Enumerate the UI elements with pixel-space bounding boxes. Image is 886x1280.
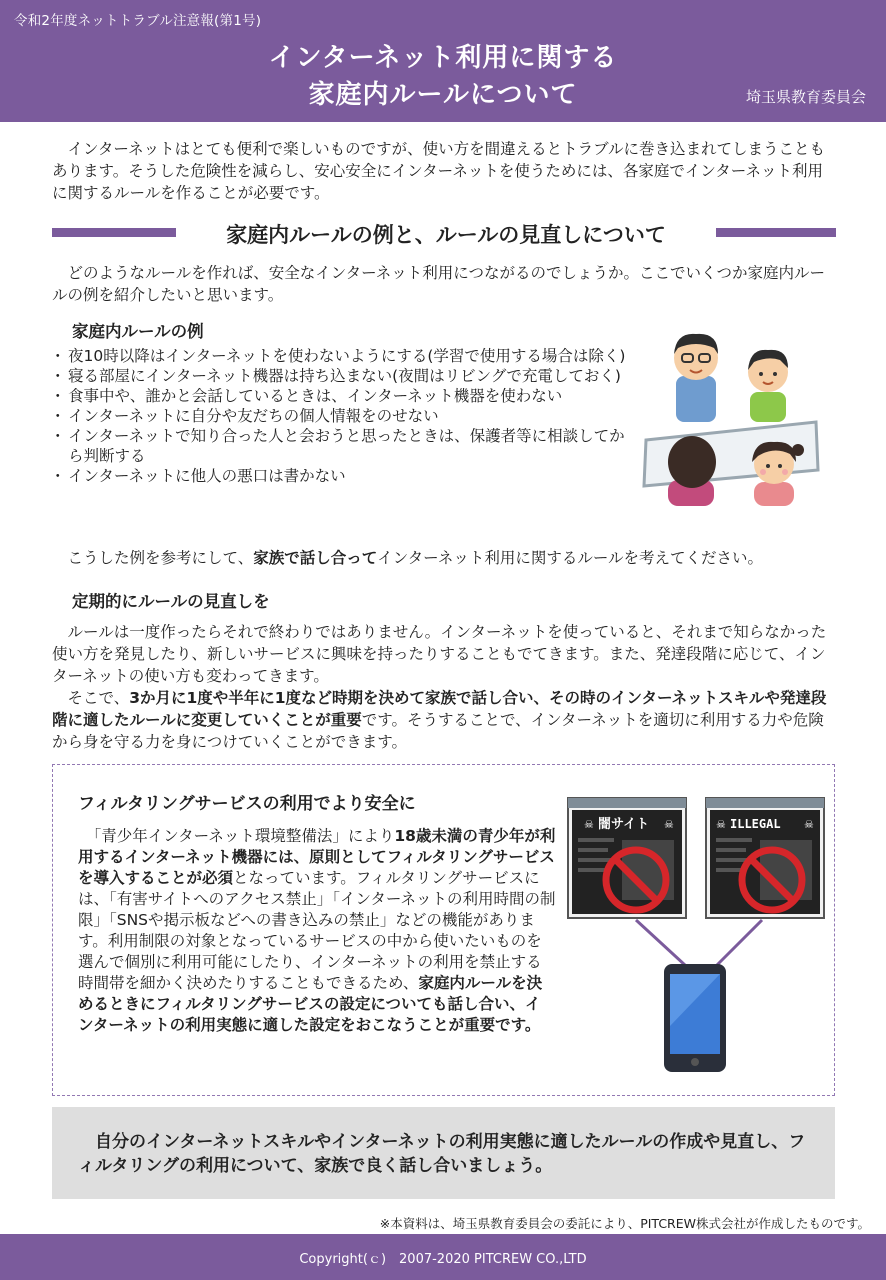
filtering-text-1: 「青少年インターネット環境整備法」により [78,827,395,845]
rules-list [52,346,632,486]
list-item: ・ 夜10時以降はインターネットを使わないようにする(学習で使用する場合は除く) [52,346,632,366]
list-item: ・ インターネットに他人の悪口は書かない [52,466,632,486]
intro-paragraph: インターネットはとても便利で楽しいものですが、使い方を間違えるとトラブルに巻き込まれてしまうこともあります。そうした危険性を減らし、安心安全にインターネットを使うためには、各家庭でインターネット利用に関するルールを作ることが必要です。 [52,140,825,202]
footer-bar [0,1234,886,1280]
section-bar-left [52,228,176,237]
discuss-text-after: インターネット利用に関するルールを考えてください。 [377,549,764,567]
filtering-bold-1: 18歳未満の青少年が利用するインターネット機器には、原則としてフィルタリングサービスを導入することが必須 [78,827,556,887]
list-item: ・ インターネットで知り合った人と会おうと思ったときは、保護者等に相談してから判断する [52,426,632,466]
review-text-before: そこで、 [52,689,130,707]
filtering-illustration [566,796,828,1076]
filtering-text-2: となっています。フィルタリングサービスには、「有害サイトへのアクセス禁止」「インターネットの利用時間の制限」「SNSや掲示板などへの書き込みの禁止」などの機能があります。利用制限の対象となっているサービスの中から使いたいものを選んで個別に利用可能にしたり、インターネットの利用を禁止する時間帯を細かく決めたりすることもできるため、 [78,869,556,992]
source-note: ※本資料は、埼玉県教育委員会の委託により、PITCREW株式会社が作成したものです。 [379,1216,870,1231]
review-para-2 [52,687,838,753]
svg-text:☠: ☠ [664,818,674,831]
svg-text:☠: ☠ [804,818,814,831]
title-line-2: 家庭内ルールについて [308,80,578,110]
review-bold: 3か月に1度や半年に1度など時期を決めて家族で話し合い、その時のインターネットスキルや発達段階に適したルールに変更していくことが重要 [52,689,827,729]
review-heading: 定期的にルールの見直しを [72,592,270,611]
title-line-1: インターネット利用に関する [268,43,618,73]
review-paragraph [52,621,838,753]
filtering-bold-2: 家庭内ルールを決めるときにフィルタリングサービスの設定についても話し合い、インターネットの利用実態に適した設定をおこなうことが重要です。 [78,974,543,1034]
section-intro: どのようなルールを作れば、安全なインターネット利用につながるのでしょうか。ここでいくつか家庭内ルールの例を紹介したいと思います。 [52,264,825,304]
header-banner [0,0,886,122]
review-para-1: ルールは一度作ったらそれで終わりではありません。インターネットを使っていると、それまで知らなかった使い方を発見したり、新しいサービスに興味を持ったりすることもでてきます。また、発達段階に応じて、インターネットの使い方も変わってきます。 [52,623,827,685]
dark-site-screen [568,798,686,918]
summary-text: 自分のインターネットスキルやインターネットの利用実態に適したルールの作成や見直し、フィルタリングの利用について、家族で良く話し合いましょう。 [78,1132,806,1176]
list-item: ・ 寝る部屋にインターネット機器は持ち込まない(夜間はリビングで充電しておく) [52,366,632,386]
screen-1-label: 闇サイト [598,817,650,832]
svg-text:☠: ☠ [716,818,726,831]
issue-label: 令和2年度ネットトラブル注意報(第1号) [14,13,262,29]
filtering-paragraph [78,826,556,1036]
rules-heading: 家庭内ルールの例 [72,322,204,341]
review-text-after: です。そうすることで、インターネットを適切に利用する力や危険から身を守る力を身につけていくことができます。 [52,711,824,751]
section-title: 家庭内ルールの例と、ルールの見直しについて [226,223,666,247]
list-item: ・ 食事中や、誰かと会話しているときは、インターネット機器を使わない [52,386,632,406]
discuss-paragraph [52,547,852,569]
family-illustration [640,322,826,508]
discuss-bold: 家族で話し合って [253,549,378,567]
publisher: 埼玉県教育委員会 [745,88,866,106]
illegal-site-screen [706,798,824,918]
section-bar-right [716,228,836,237]
copyright-text: Copyright(ｃ) 2007-2020 PITCREW CO.,LTD [299,1252,587,1267]
screen-2-label: ILLEGAL [730,817,781,831]
filtering-title: フィルタリングサービスの利用でより安全に [78,794,416,814]
list-item: ・ インターネットに自分や友だちの個人情報をのせない [52,406,632,426]
svg-text:☠: ☠ [584,818,594,831]
smartphone-icon [664,964,726,1072]
discuss-text-before: こうした例を参考にして、 [52,549,254,567]
